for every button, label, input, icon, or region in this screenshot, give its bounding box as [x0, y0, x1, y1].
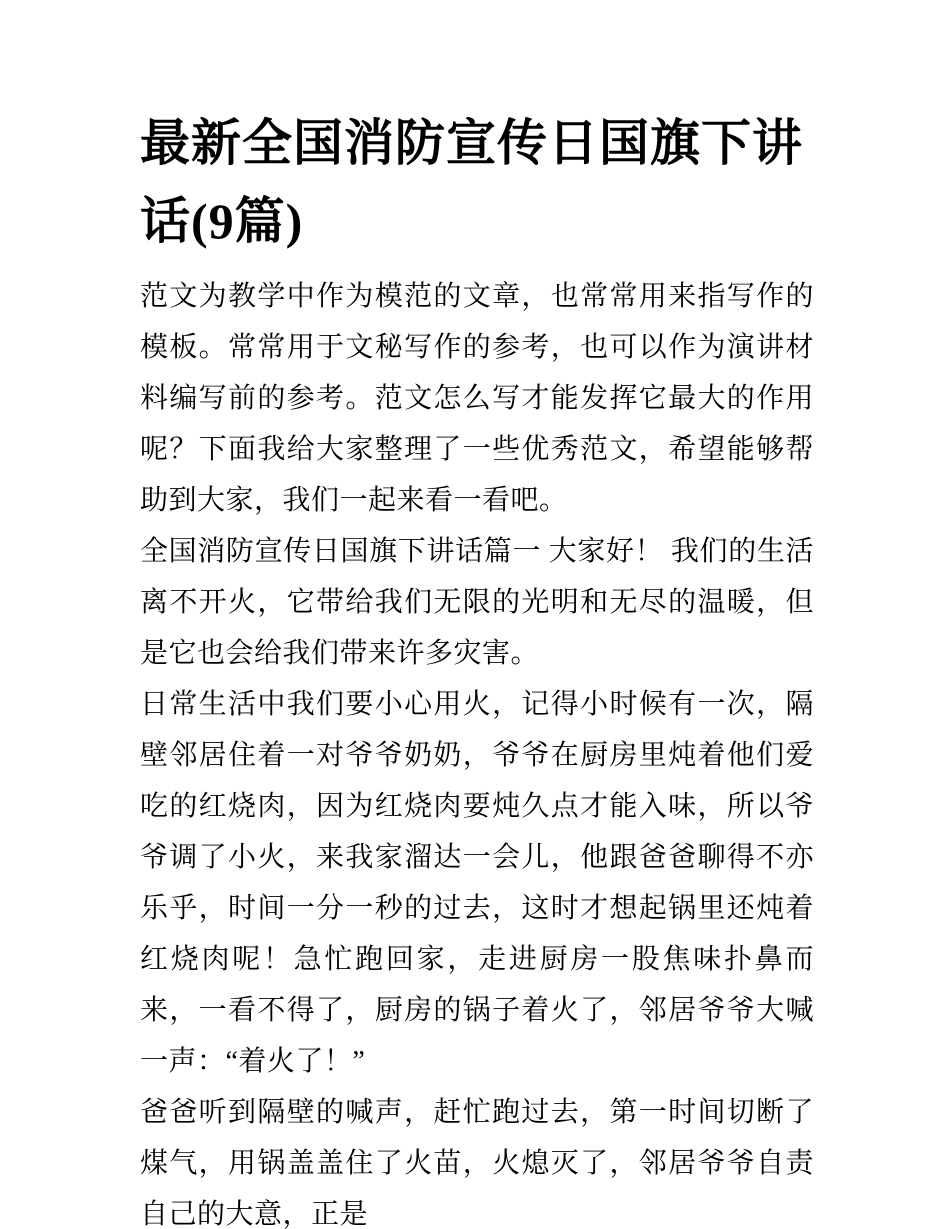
page-title: 最新全国消防宣传日国旗下讲话(9篇)	[140, 115, 803, 249]
paragraph-story: 日常生活中我们要小心用火，记得小时候有一次，隔壁邻居住着一对爷爷奶奶，爷爷在厨房里炖着他们爱吃的红烧肉，因为红烧肉要炖久点才能入味，所以爷爷调了小火，来我家溜达一会儿，他跟爸爸聊得不亦乐乎，时间一分一秒的过去，这时才想起锅里还炖着红烧肉呢！急忙跑回家，走进厨房一股焦味扑鼻而来，一看不得了，厨房的锅子着火了，邻居爷爷大喊一声：“着火了！”	[140, 689, 814, 1077]
paragraph-story-continued: 爸爸听到隔壁的喊声，赶忙跑过去，第一时间切断了煤气，用锅盖盖住了火苗，火熄灭了，邻居爷爷自责自己的大意，正是	[140, 1097, 814, 1229]
document-body	[140, 271, 814, 1229]
paragraph-speech-opening: 全国消防宣传日国旗下讲话篇一 大家好！ 我们的生活离不开火，它带给我们无限的光明和无尽的温暖，但是它也会给我们带来许多灾害。	[140, 536, 814, 669]
paragraph-intro: 范文为教学中作为模范的文章，也常常用来指写作的模板。常常用于文秘写作的参考，也可以作为演讲材料编写前的参考。范文怎么写才能发挥它最大的作用呢？下面我给大家整理了一些优秀范文，希望能够帮助到大家，我们一起来看一看吧。	[140, 281, 814, 516]
